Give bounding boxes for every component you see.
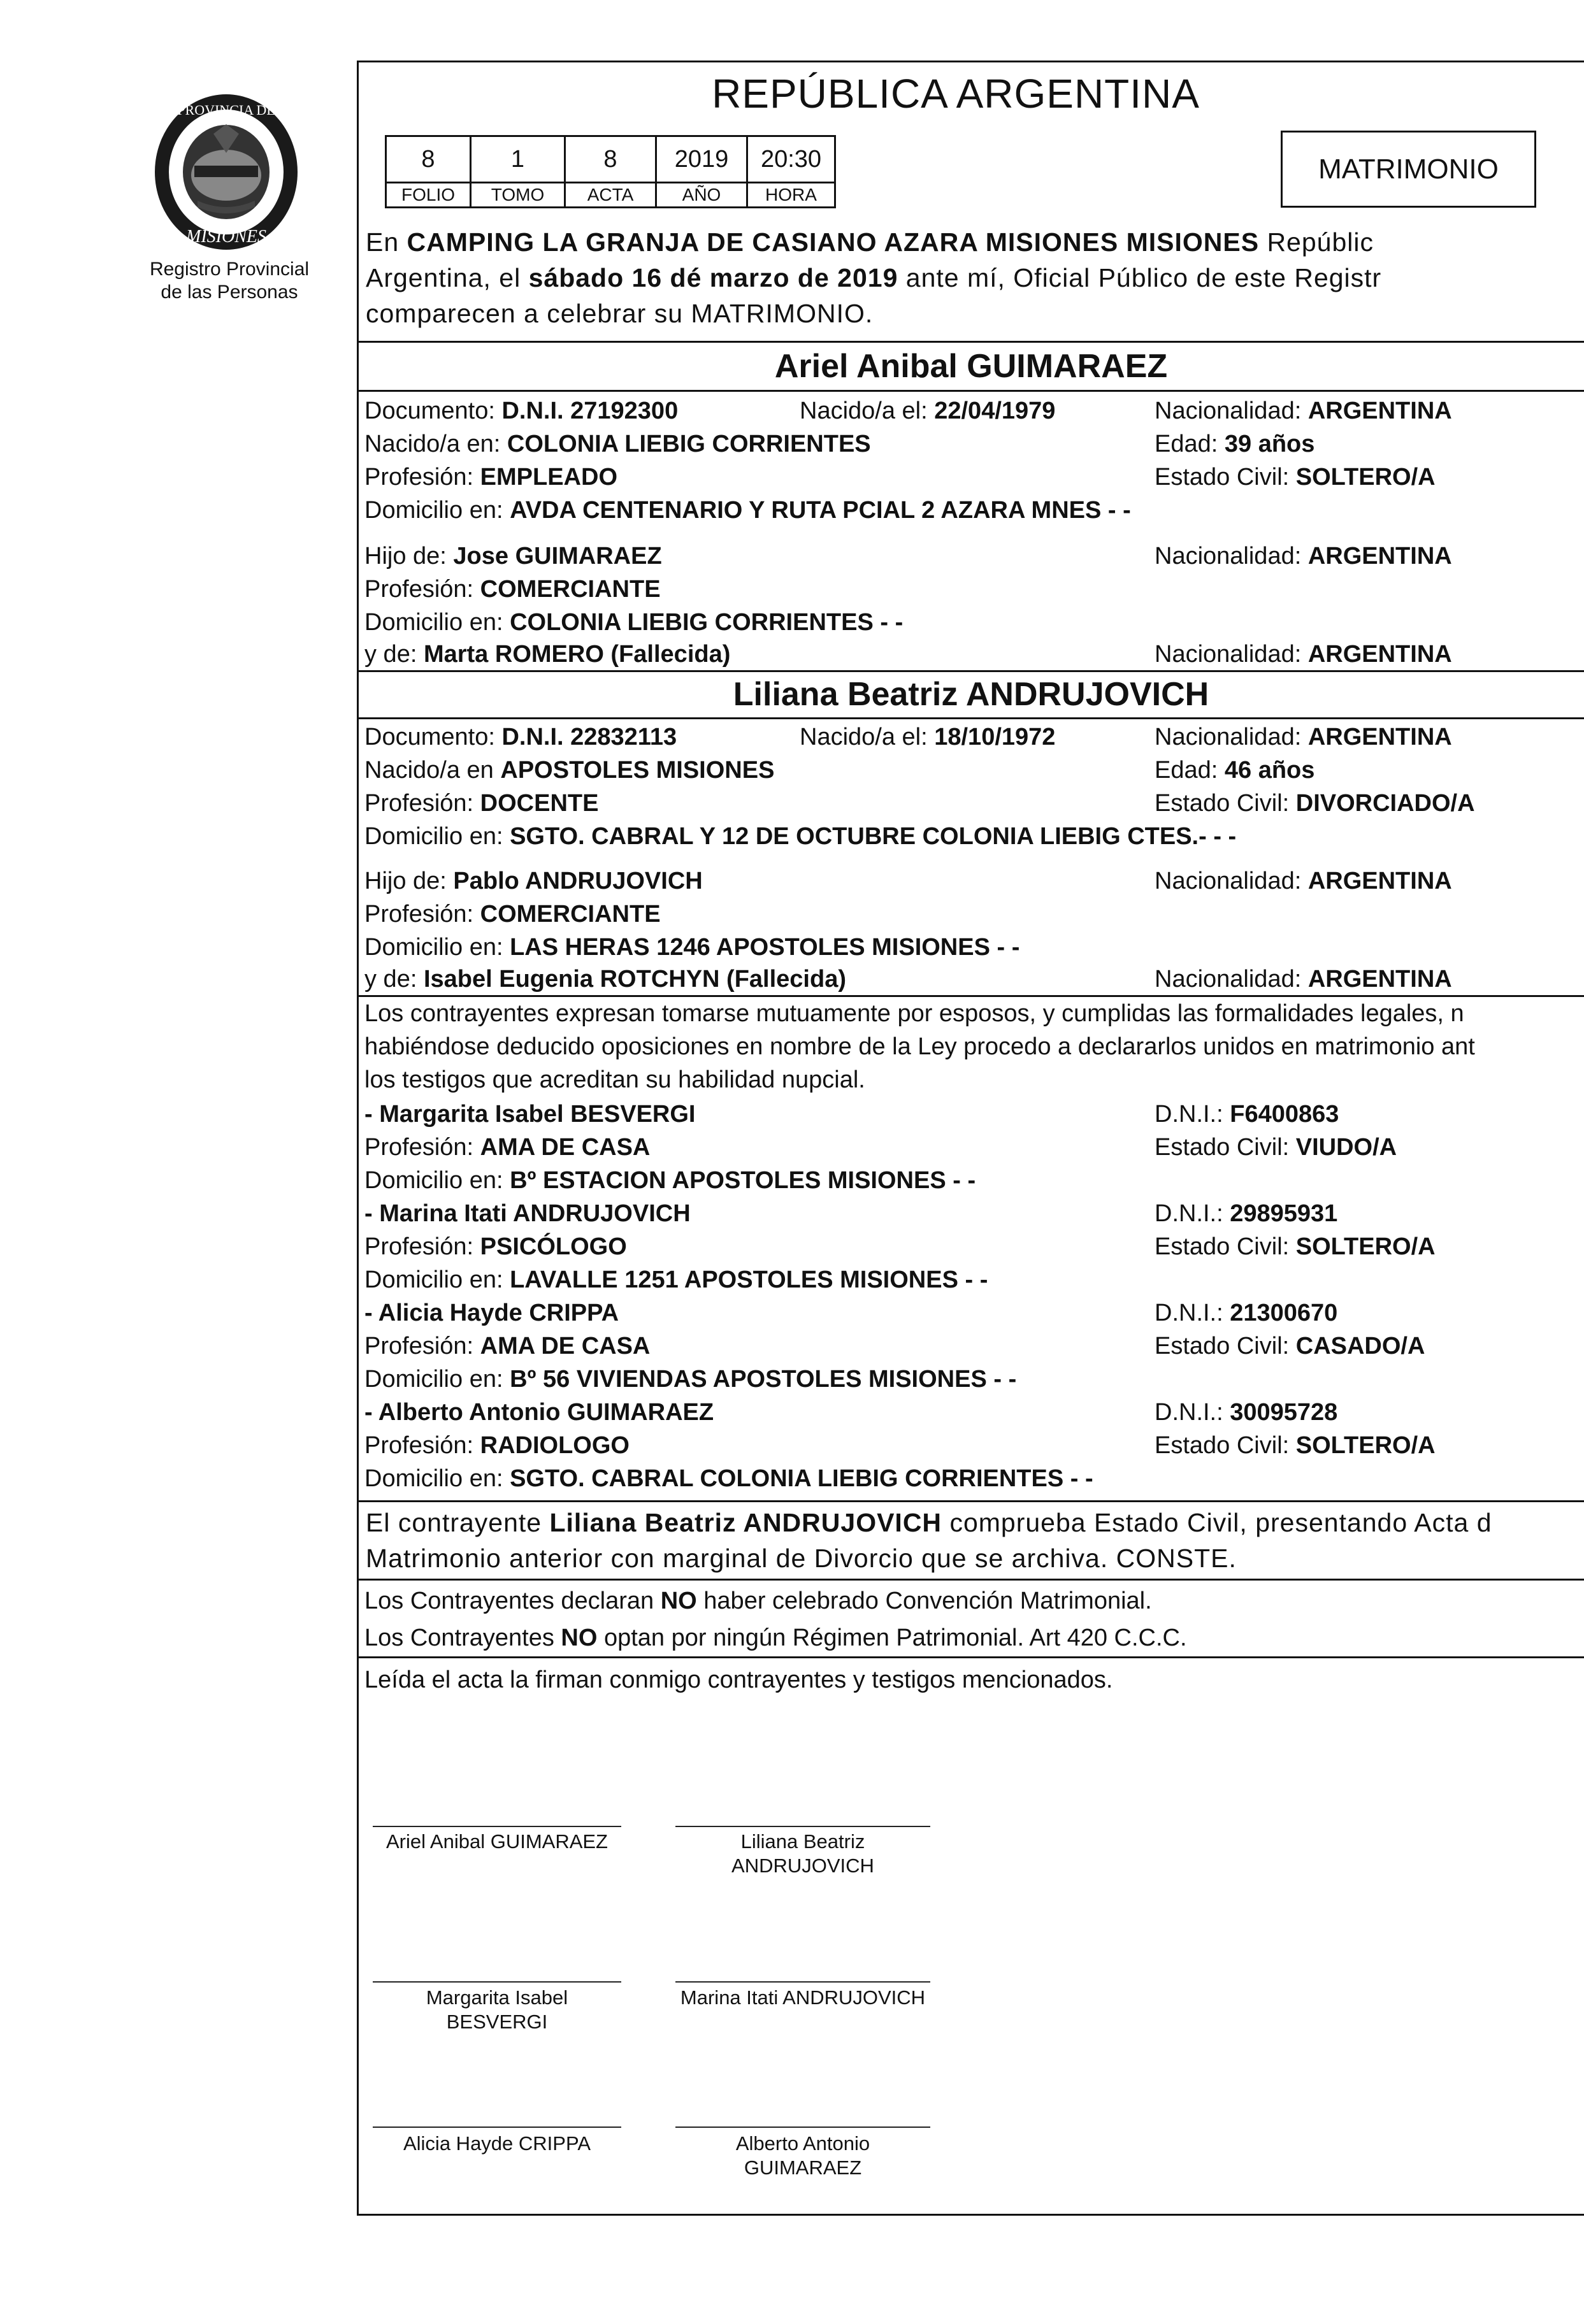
spouse2-father: Hijo de: Pablo ANDRUJOVICH [364,868,703,894]
divider [357,717,1584,719]
spouse1-nationality: Nacionalidad: ARGENTINA [1155,398,1452,424]
spouse1-father-nationality: Nacionalidad: ARGENTINA [1155,543,1452,570]
tomo-value: 1 [471,136,565,183]
hour-value: 20:30 [747,136,835,183]
spouse1-name: Ariel Anibal GUIMARAEZ [774,348,1168,385]
signature-line [675,1826,930,1827]
folio-value: 8 [386,136,471,183]
document-title: REPÚBLICA ARGENTINA [712,71,1200,117]
divider [357,995,1584,997]
witness-profession: Profesión: PSICÓLOGO [364,1233,627,1260]
regime-line-2: Los Contrayentes NO optan por ningún Régimen Patrimonial. Art 420 C.C.C. [364,1625,1187,1651]
svg-text:MISIONES: MISIONES [186,227,266,247]
witness-address: Domicilio en: Bº 56 VIVIENDAS APOSTOLES MISIONES - - [364,1366,1017,1393]
spouse2-birthdate: Nacido/a el: 18/10/1972 [800,724,1056,750]
seal-emblem-icon [147,89,306,261]
signature-margarita-besvergi: Margarita Isabel BESVERGI [426,1986,568,2033]
witness-address: Domicilio en: Bº ESTACION APOSTOLES MISIONES - - [364,1167,976,1194]
spouse2-nationality: Nacionalidad: ARGENTINA [1155,724,1452,750]
frame-left [357,61,359,2214]
spouse2-mother: y de: Isabel Eugenia ROTCHYN (Fallecida) [364,966,846,993]
civil-note-line-1: El contrayente Liliana Beatriz ANDRUJOVICH comprueba Estado Civil, presentando Acta d [366,1508,1492,1537]
hour-label: HORA [747,183,835,208]
act-type-box: MATRIMONIO [1281,131,1536,208]
org-label: Registro Provincial de las Personas [149,259,310,303]
spouse2-civil-status: Estado Civil: DIVORCIADO/A [1155,790,1475,817]
spouse1-age: Edad: 39 años [1155,431,1315,457]
spouse2-document: Documento: D.N.I. 22832113 [364,724,677,750]
spouse1-profession: Profesión: EMPLEADO [364,464,618,491]
declaration-line-1: Los contrayentes expresan tomarse mutuamente por esposos, y cumplidas las formalidades legales, n [364,1000,1464,1027]
witness-name: - Alicia Hayde CRIPPA [364,1300,619,1326]
spouse2-mother-nationality: Nacionalidad: ARGENTINA [1155,966,1452,993]
intro-line-1: En CAMPING LA GRANJA DE CASIANO AZARA MISIONES MISIONES Repúblic [366,227,1374,257]
spouse2-birthplace: Nacido/a en APOSTOLES MISIONES [364,757,775,784]
divider [357,1579,1584,1581]
divider [357,341,1584,343]
declaration-line-2: habiéndose deducido oposiciones en nombre de la Ley procedo a declararlos unidos en matrimonio ant [364,1033,1475,1060]
witness-dni: D.N.I.: F6400863 [1155,1101,1339,1128]
spouse2-age: Edad: 46 años [1155,757,1315,784]
tomo-label: TOMO [471,183,565,208]
witness-civil-status: Estado Civil: SOLTERO/A [1155,1432,1436,1459]
spouse1-father-address: Domicilio en: COLONIA LIEBIG CORRIENTES - - [364,609,904,636]
signature-line [373,2127,621,2128]
witness-dni: D.N.I.: 21300670 [1155,1300,1338,1326]
divider [357,1656,1584,1658]
signature-marina-andrujovich: Marina Itati ANDRUJOVICH [680,1986,926,2009]
witness-name: - Marina Itati ANDRUJOVICH [364,1200,691,1227]
witness-civil-status: Estado Civil: SOLTERO/A [1155,1233,1436,1260]
acta-value: 8 [565,136,656,183]
witness-profession: Profesión: RADIOLOGO [364,1432,630,1459]
year-value: 2019 [656,136,747,183]
svg-text:PROVINCIA DE: PROVINCIA DE [177,102,275,118]
frame-top [357,61,1584,62]
intro-line-2: Argentina, el sábado 16 dé marzo de 2019 ante mí, Oficial Público de este Registr [366,263,1382,292]
closing-statement: Leída el acta la firman conmigo contrayentes y testigos mencionados. [364,1667,1113,1693]
spouse2-father-profession: Profesión: COMERCIANTE [364,901,661,928]
spouse1-mother-nationality: Nacionalidad: ARGENTINA [1155,641,1452,668]
spouse2-profession: Profesión: DOCENTE [364,790,599,817]
spouse2-father-nationality: Nacionalidad: ARGENTINA [1155,868,1452,894]
divider [357,670,1584,672]
signature-liliana-andrujovich: Liliana Beatriz ANDRUJOVICH [731,1830,874,1877]
civil-note-line-2: Matrimonio anterior con marginal de Divorcio que se archiva. CONSTE. [366,1544,1237,1573]
witness-name: - Margarita Isabel BESVERGI [364,1101,696,1128]
spouse1-civil-status: Estado Civil: SOLTERO/A [1155,464,1436,491]
spouse1-address: Domicilio en: AVDA CENTENARIO Y RUTA PCIAL 2 AZARA MNES - - [364,497,1131,524]
registry-table [385,135,836,208]
signature-alicia-crippa: Alicia Hayde CRIPPA [403,2132,591,2155]
signature-line [373,1981,621,1983]
declaration-line-3: los testigos que acreditan su habilidad nupcial. [364,1066,865,1093]
divider [357,390,1584,392]
spouse2-father-address: Domicilio en: LAS HERAS 1246 APOSTOLES MISIONES - - [364,934,1020,961]
signature-line [373,1826,621,1827]
witness-address: Domicilio en: LAVALLE 1251 APOSTOLES MISIONES - - [364,1266,988,1293]
spouse2-name: Liliana Beatriz ANDRUJOVICH [733,676,1209,713]
folio-label: FOLIO [386,183,471,208]
signature-ariel-guimaraez: Ariel Anibal GUIMARAEZ [386,1830,608,1853]
spouse1-birthplace: Nacido/a en: COLONIA LIEBIG CORRIENTES [364,431,871,457]
spouse1-birthdate: Nacido/a el: 22/04/1979 [800,398,1056,424]
witness-profession: Profesión: AMA DE CASA [364,1134,651,1161]
provincial-seal [147,89,306,261]
spouse1-father-profession: Profesión: COMERCIANTE [364,576,661,603]
frame-bottom [357,2214,1584,2216]
spouse1-mother: y de: Marta ROMERO (Fallecida) [364,641,731,668]
signature-alberto-guimaraez: Alberto Antonio GUIMARAEZ [735,2132,870,2179]
acta-label: ACTA [565,183,656,208]
spouse1-document: Documento: D.N.I. 27192300 [364,398,679,424]
divider [357,1500,1584,1502]
witness-dni: D.N.I.: 30095728 [1155,1399,1338,1426]
intro-line-3: comparecen a celebrar su MATRIMONIO. [366,299,874,328]
spouse2-address: Domicilio en: SGTO. CABRAL Y 12 DE OCTUBRE COLONIA LIEBIG CTES.- - - [364,823,1237,850]
witness-civil-status: Estado Civil: CASADO/A [1155,1333,1425,1359]
witness-civil-status: Estado Civil: VIUDO/A [1155,1134,1397,1161]
signature-line [675,2127,930,2128]
witness-profession: Profesión: AMA DE CASA [364,1333,651,1359]
regime-line-1: Los Contrayentes declaran NO haber celebrado Convención Matrimonial. [364,1588,1152,1614]
witness-address: Domicilio en: SGTO. CABRAL COLONIA LIEBIG CORRIENTES - - [364,1465,1093,1492]
witness-name: - Alberto Antonio GUIMARAEZ [364,1399,714,1426]
spouse1-father: Hijo de: Jose GUIMARAEZ [364,543,662,570]
signature-line [675,1981,930,1983]
year-label: AÑO [656,183,747,208]
witness-dni: D.N.I.: 29895931 [1155,1200,1338,1227]
